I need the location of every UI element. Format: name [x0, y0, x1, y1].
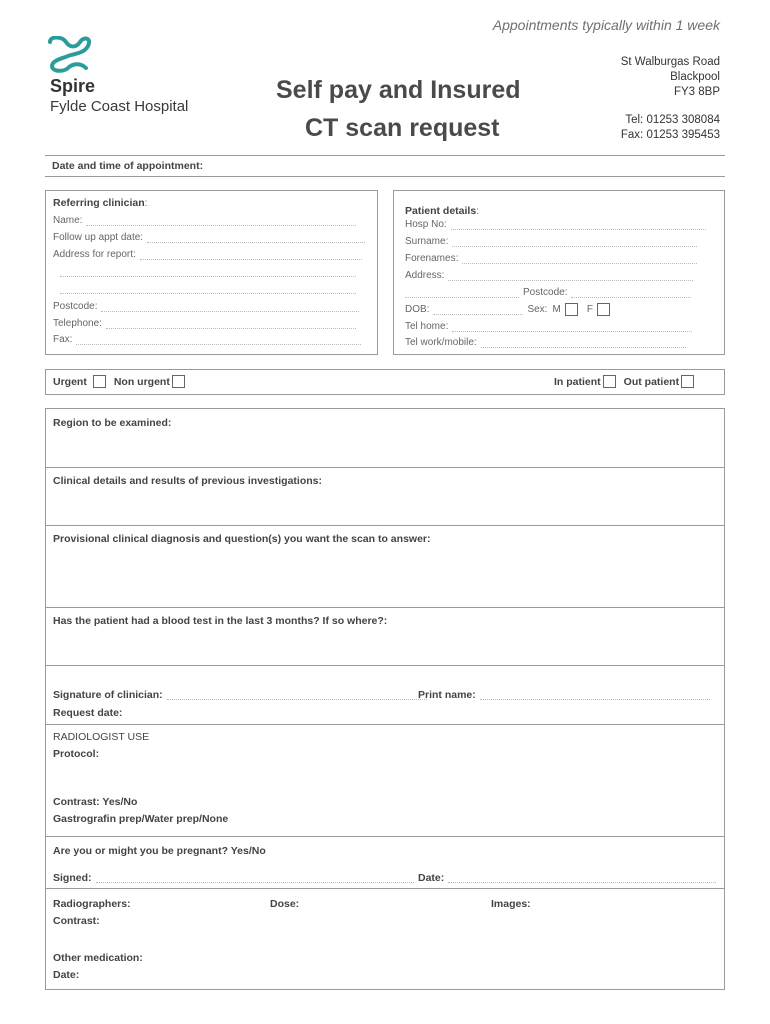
signature-field[interactable]	[53, 689, 427, 701]
non-urgent-checkbox[interactable]	[172, 375, 185, 388]
out-patient-checkbox[interactable]	[681, 375, 694, 388]
field-label: Follow up appt date:	[53, 232, 144, 243]
blood-test-label: Has the patient had a blood test in the last 3 months? If so where?:	[53, 615, 388, 627]
dob-field[interactable]	[433, 305, 523, 315]
sex-f-label: F	[586, 304, 593, 315]
urgent-option[interactable]	[53, 375, 185, 388]
divider	[46, 888, 724, 889]
referring-heading	[53, 197, 147, 209]
address-line: Blackpool	[670, 71, 720, 83]
address-line: FY3 8BP	[673, 86, 720, 98]
clinical-details-label: Clinical details and results of previous investigations:	[53, 475, 322, 487]
prep-options[interactable]: Gastrografin prep/Water prep/None	[53, 813, 229, 825]
field-label: Postcode:	[523, 287, 568, 298]
in-patient-checkbox[interactable]	[603, 375, 616, 388]
field-label: Fax:	[53, 334, 73, 345]
in-patient-label: In patient	[554, 375, 601, 388]
region-input-area[interactable]	[46, 432, 724, 467]
pregnancy-question[interactable]: Are you or might you be pregnant? Yes/No	[53, 845, 266, 857]
divider	[46, 665, 724, 666]
surname-field[interactable]	[405, 236, 697, 247]
medication-date-label[interactable]: Date:	[53, 969, 80, 981]
field-label: Tel work/mobile:	[405, 337, 477, 348]
fax: Fax: 01253 395453	[620, 129, 720, 141]
appointment-label: Date and time of appointment:	[52, 160, 204, 172]
fax-field[interactable]	[53, 334, 361, 345]
out-patient-label: Out patient	[623, 375, 680, 388]
signature-label: Signature of clinician:	[53, 689, 163, 701]
dob-label: DOB:	[405, 304, 430, 315]
patient-type-option[interactable]	[554, 375, 694, 388]
dob-sex-row	[405, 303, 610, 316]
hospital-address	[621, 55, 720, 100]
contrast-label[interactable]: Contrast:	[53, 915, 100, 927]
form-title-line1: Self pay and Insured	[276, 76, 521, 104]
form-title-line2: CT scan request	[305, 114, 500, 142]
report-address-line3[interactable]	[60, 284, 356, 294]
divider	[46, 724, 724, 725]
field-label: Telephone:	[53, 318, 102, 329]
field-label: Name:	[53, 215, 83, 226]
print-name-label: Print name:	[418, 689, 476, 701]
report-address-field[interactable]	[53, 249, 362, 260]
sex-m-checkbox[interactable]	[565, 303, 578, 316]
forenames-field[interactable]	[405, 253, 697, 264]
clinical-details-input-area[interactable]	[46, 489, 724, 525]
field-label: Address for report:	[53, 249, 136, 260]
date-field[interactable]	[418, 872, 716, 884]
divider	[46, 467, 724, 468]
spire-logo-icon	[44, 36, 94, 74]
referring-heading-text: Referring clinician	[53, 197, 145, 209]
signed-field[interactable]	[53, 872, 414, 884]
request-date-label[interactable]: Request date:	[53, 707, 123, 719]
radiologist-use-heading: RADIOLOGIST USE	[53, 731, 150, 743]
non-urgent-label: Non urgent	[113, 375, 170, 388]
urgent-label: Urgent	[53, 375, 87, 388]
field-label: Hosp No:	[405, 219, 447, 230]
sex-m-label: M	[552, 304, 561, 315]
telephone: Tel: 01253 308084	[625, 114, 720, 126]
patient-address-field[interactable]	[405, 270, 693, 281]
field-label: Postcode:	[53, 301, 98, 312]
other-medication-label[interactable]: Other medication:	[53, 952, 143, 964]
patient-heading-text: Patient details	[405, 205, 477, 217]
referring-heading-colon: :	[144, 198, 148, 209]
hosp-no-field[interactable]	[405, 219, 706, 230]
patient-heading-colon: :	[476, 206, 479, 217]
appointment-note: Appointments typically within 1 week	[492, 17, 720, 33]
divider	[45, 155, 725, 156]
referring-clinician-box	[45, 190, 378, 355]
field-label: Forenames:	[405, 253, 459, 264]
field-label: Address:	[405, 270, 445, 281]
telephone-field[interactable]	[53, 318, 356, 329]
patient-postcode-field[interactable]	[405, 287, 691, 298]
divider	[46, 836, 724, 837]
logo-brand: Spire	[50, 76, 96, 96]
urgency-row	[45, 369, 725, 395]
field-label: Surname:	[405, 236, 449, 247]
report-address-line2[interactable]	[60, 267, 356, 277]
field-label: Tel home:	[405, 321, 449, 332]
signed-label: Signed:	[53, 872, 92, 884]
date-label: Date:	[418, 872, 445, 884]
logo-subtitle: Fylde Coast Hospital	[50, 98, 189, 115]
divider	[46, 607, 724, 608]
diagnosis-label: Provisional clinical diagnosis and question(s) you want the scan to answer:	[53, 533, 431, 545]
dose-label[interactable]: Dose:	[270, 898, 300, 910]
contrast-yes-no[interactable]: Contrast: Yes/No	[53, 796, 138, 808]
patient-details-box	[393, 190, 725, 355]
blood-test-input-area[interactable]	[46, 629, 724, 665]
hospital-contact	[621, 113, 720, 143]
address-line: St Walburgas Road	[620, 56, 720, 68]
urgent-checkbox[interactable]	[93, 375, 106, 388]
sex-f-checkbox[interactable]	[597, 303, 610, 316]
images-label[interactable]: Images:	[491, 898, 531, 910]
divider	[45, 176, 725, 177]
print-name-field[interactable]	[418, 689, 710, 701]
protocol-label[interactable]: Protocol:	[53, 748, 100, 760]
divider	[46, 525, 724, 526]
radiographers-label[interactable]: Radiographers:	[53, 898, 131, 910]
follow-up-date-field[interactable]	[53, 232, 365, 243]
tel-work-field[interactable]	[405, 337, 686, 348]
region-label: Region to be examined:	[53, 417, 172, 429]
tel-home-field[interactable]	[405, 321, 692, 332]
patient-heading	[405, 201, 479, 219]
diagnosis-input-area[interactable]	[46, 547, 724, 607]
sex-label: Sex:	[527, 304, 548, 315]
request-details-box	[45, 408, 725, 990]
referrer-name-field[interactable]	[53, 215, 356, 226]
postcode-field[interactable]	[53, 301, 359, 312]
